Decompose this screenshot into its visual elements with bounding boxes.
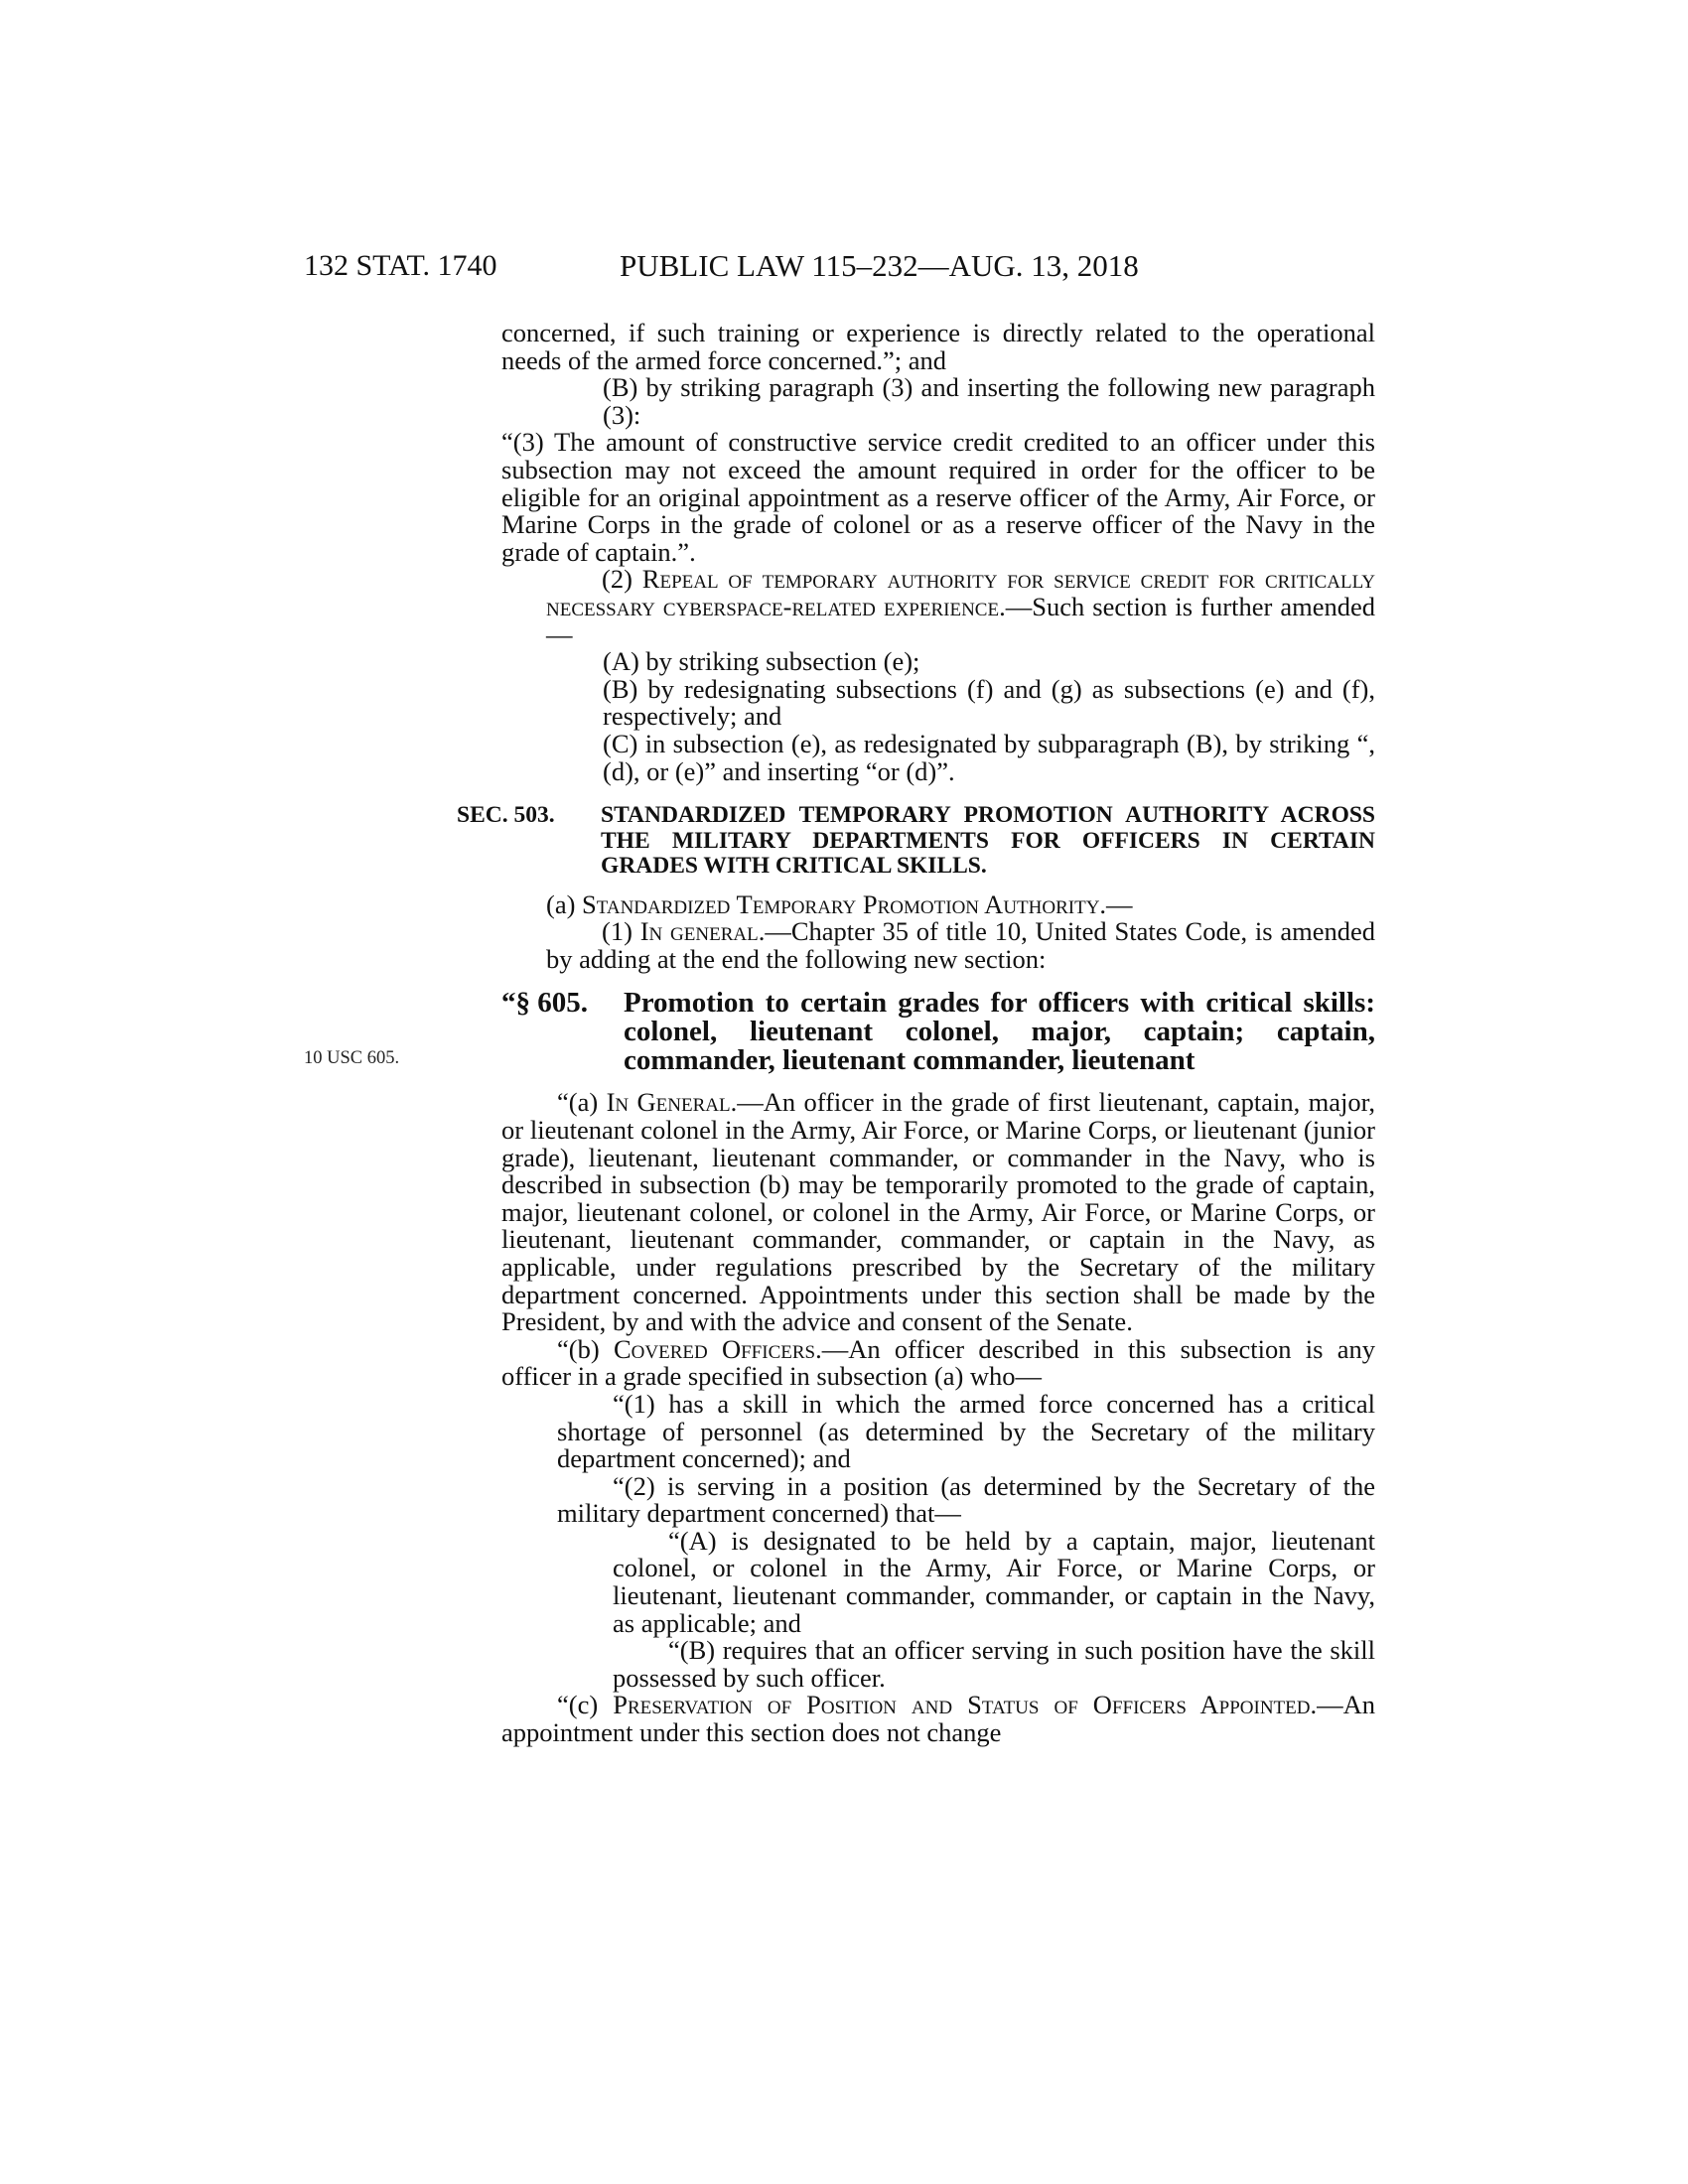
paragraph: “(1) has a skill in which the armed force concerned has a critical shortage of personnel (as determined by the Secretary of the military department concerned); and — [557, 1388, 1375, 1474]
paragraph — [501, 566, 1375, 648]
subparagraph: “(B) requires that an officer serving in such position have the skill possessed by such officer. — [613, 1635, 1375, 1693]
paragraph-caption: Repeal of temporary authority for service credit for critically necessary cyberspace-related experience. — [546, 564, 1375, 621]
statute-reference: 132 STAT. 1740 — [304, 249, 497, 282]
subsection-caption: Standardized Temporary Promotion Authority. — [582, 888, 1107, 919]
subsection-caption: Covered Officers. — [613, 1333, 822, 1364]
paragraph — [501, 374, 1375, 429]
paragraph-text: —Such section is further amended— — [546, 591, 1376, 649]
code-section-title: Promotion to certain grades for officers with critical skills: colonel, lieutenant colonel, major, captain; captain, commander, lieutenant commander, lieutenant — [624, 987, 1375, 1077]
paragraph-caption: In general. — [639, 916, 766, 947]
paragraph: “(2) is serving in a position (as determined by the Secretary of the military department concerned) that— — [557, 1470, 1375, 1529]
paragraph: concerned, if such training or experience is directly related to the operational needs of the armed force concerned.”; and — [501, 318, 1375, 375]
subsection-number: (a) — [546, 888, 576, 919]
subparagraph: “(A) is designated to be held by a captain, major, lieutenant colonel, or colonel in the Army, Air Force, or Marine Corps, or lieutenant, lieutenant commander, commander, or captain in the Navy, as applicable; and — [613, 1525, 1375, 1638]
page-header — [304, 246, 1370, 286]
subsection-caption: In General. — [606, 1087, 738, 1118]
section-title: STANDARDIZED TEMPORARY PROMOTION AUTHORITY ACROSS THE MILITARY DEPARTMENTS FOR OFFICERS IN CERTAIN GRADES WITH CRITICAL SKILLS. — [601, 802, 1375, 880]
paragraph-number: (2) — [602, 564, 633, 595]
paragraph — [501, 918, 1375, 973]
subsection — [501, 888, 1375, 919]
paragraph-text: (B) by striking paragraph (3) and inserting the following new paragraph (3): — [603, 372, 1375, 430]
subsection-number: “(b) — [557, 1333, 600, 1364]
subparagraph: (B) by redesignating subsections (f) and (g) as subsections (e) and (f), respectively; and — [603, 673, 1375, 732]
subsection-text: —An officer in the grade of first lieutenant, captain, major, or lieutenant colonel in the Army, Air Force, or Marine Corps, or lieutenant (junior grade), lieutenant, lieutenant commander, or commander in the Navy, who is described in subsection (b) may be temporarily promoted to the grade of captain, major, lieutenant colonel, or colonel in the Army, Air Force, or Marine Corps, or lieutenant, lieutenant commander, commander, or captain in the Navy, as applicable, under regulations prescribed by the Secretary of the military department concerned. Appointments under this section shall be made by the President, by and with the advice and consent of the Senate. — [501, 1087, 1376, 1337]
code-section-heading — [501, 989, 1375, 1075]
section-number: SEC. 503. — [457, 802, 555, 829]
subsection — [501, 1333, 1376, 1392]
subsection — [501, 1692, 1375, 1746]
subsection-text: — — [1106, 888, 1133, 919]
public-law-reference: PUBLIC LAW 115–232—AUG. 13, 2018 — [620, 248, 1139, 283]
subsection-number: “(c) — [557, 1690, 599, 1720]
paragraph-number: (1) — [602, 916, 633, 947]
body-text — [457, 318, 1376, 1748]
subparagraph: (C) in subsection (e), as redesignated by subparagraph (B), by striking “, (d), or (e)” and inserting “or (d)”. — [603, 728, 1375, 786]
section-heading — [457, 803, 1375, 880]
code-section-symbol: “§ 605. — [501, 987, 588, 1020]
margin-note: 10 USC 605. — [304, 1048, 400, 1068]
paragraph-text: —Chapter 35 of title 10, United States Code, is amended by adding at the end the following new section: — [546, 916, 1376, 974]
subparagraph: (A) by striking subsection (e); — [603, 646, 920, 677]
subsection-number: “(a) — [557, 1087, 599, 1118]
subsection-caption: Preservation of Position and Status of Officers Appointed. — [613, 1690, 1318, 1720]
quoted-paragraph: “(3) The amount of constructive service credit credited to an officer under this subsection may not exceed the amount required in order for the officer to be eligible for an original appointment as a reserve officer of the Army, Air Force, or Marine Corps in the grade of colonel or as a reserve officer of the Navy in the grade of captain.”. — [501, 427, 1375, 567]
subsection-text: —An officer described in this subsection is any officer in a grade specified in subsection (a) who— — [501, 1333, 1376, 1392]
subsection — [501, 1089, 1375, 1335]
subsection-text: —An appointment under this section does not change — [501, 1690, 1375, 1748]
